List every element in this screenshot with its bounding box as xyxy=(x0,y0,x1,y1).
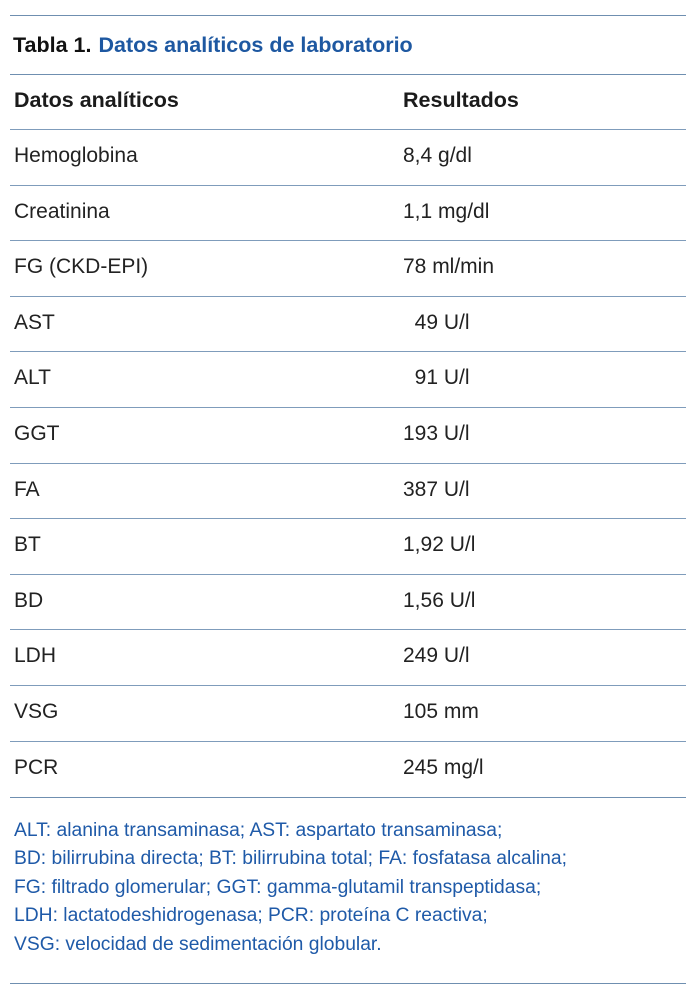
table-bottom-rule xyxy=(10,797,686,798)
bottom-rule xyxy=(10,983,686,984)
footnote-line: ALT: alanina transaminasa; AST: aspartato transaminasa; xyxy=(14,820,503,841)
table-row xyxy=(10,407,686,463)
row-value: 1,92 U/l xyxy=(403,533,476,557)
table-row xyxy=(10,685,686,741)
table-row xyxy=(10,129,686,185)
row-value: 245 mg/l xyxy=(403,755,484,779)
table-row xyxy=(10,629,686,685)
row-value: 8,4 g/dl xyxy=(403,144,472,167)
row-value: 78 ml/min xyxy=(403,255,495,279)
row-value: 249 U/l xyxy=(403,644,470,668)
table-row xyxy=(10,518,686,574)
footnote-line: LDH: lactatodeshidrogenasa; PCR: proteína C reactiva; xyxy=(14,905,488,927)
row-name: LDH xyxy=(14,644,57,668)
header-datos-analiticos: Datos analíticos xyxy=(14,88,179,112)
row-value: 387 U/l xyxy=(403,477,470,501)
lab-results-table xyxy=(10,129,686,796)
header-resultados: Resultados xyxy=(403,88,519,112)
row-value: 1,1 mg/dl xyxy=(403,199,490,223)
table-caption xyxy=(13,33,413,58)
table-row xyxy=(10,351,686,407)
row-name: Creatinina xyxy=(14,199,110,223)
table-row xyxy=(10,741,686,797)
caption-label: Tabla 1. xyxy=(13,33,92,57)
table-row xyxy=(10,240,686,296)
table-row xyxy=(10,185,686,241)
row-value: 1,56 U/l xyxy=(403,588,476,612)
table-row xyxy=(10,463,686,519)
row-value: 105 mm xyxy=(403,699,479,723)
row-name: BT xyxy=(14,533,41,557)
row-value: 91 U/l xyxy=(403,366,470,390)
row-name: PCR xyxy=(14,755,59,779)
footnote-line: BD: bilirrubina directa; BT: bilirrubina total; FA: fosfatasa alcalina; xyxy=(14,848,567,870)
row-value: 49 U/l xyxy=(403,310,470,334)
table-row xyxy=(10,574,686,630)
row-name: AST xyxy=(14,310,55,334)
row-name: FA xyxy=(14,477,40,501)
caption-rule xyxy=(10,74,686,75)
footnote-line: VSG: velocidad de sedimentación globular. xyxy=(14,933,382,955)
row-name: ALT xyxy=(14,366,51,390)
row-name: FG (CKD-EPI) xyxy=(14,255,149,279)
table-footnote xyxy=(14,817,686,959)
table-row xyxy=(10,296,686,352)
top-rule xyxy=(10,15,686,16)
footnote-line: FG: filtrado glomerular; GGT: gamma-glutamil transpeptidasa; xyxy=(14,876,542,898)
row-value: 193 U/l xyxy=(403,421,470,445)
caption-title: Datos analíticos de laboratorio xyxy=(98,33,413,57)
row-name: BD xyxy=(14,588,44,612)
row-name: VSG xyxy=(14,699,59,723)
row-name: Hemoglobina xyxy=(14,144,138,167)
row-name: GGT xyxy=(14,421,60,445)
